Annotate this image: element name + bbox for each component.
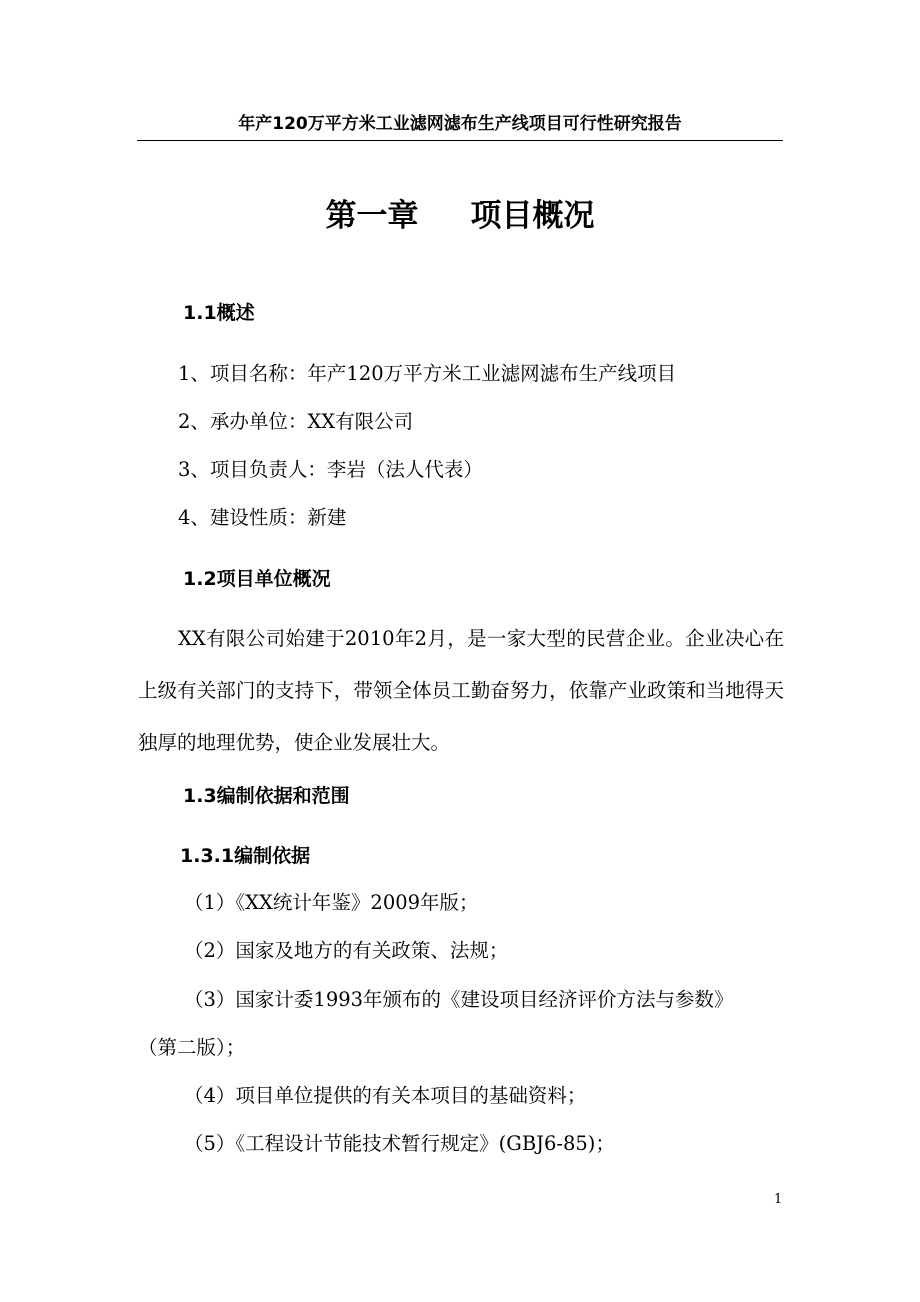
basis-item-1: （1）《XX统计年鉴》2009年版； [184, 891, 479, 914]
header-rule [137, 140, 783, 141]
section-heading-1-1: 1.1概述 [183, 302, 255, 324]
section-heading-1-2: 1.2项目单位概况 [183, 568, 331, 590]
chapter-name: 项目概况 [470, 198, 595, 234]
chapter-number: 第一章 [325, 198, 419, 234]
basis-item-5: （5）《工程设计节能技术暂行规定》(GBJ6-85)； [184, 1132, 615, 1155]
list-item-construction-nature: 4、建设性质：新建 [178, 506, 347, 529]
basis-item-4: （4）项目单位提供的有关本项目的基础资料； [184, 1084, 587, 1107]
basis-item-2: （2）国家及地方的有关政策、法规； [184, 939, 509, 962]
chapter-title [137, 194, 783, 238]
list-item-project-leader: 3、项目负责人：李岩（法人代表） [178, 458, 483, 481]
list-item-organizer: 2、承办单位：XX有限公司 [178, 410, 414, 433]
page-number: 1 [774, 1192, 783, 1207]
basis-item-3: （3）国家计委1993年颁布的《建设项目经济评价方法与参数》 [184, 988, 734, 1011]
section-heading-1-3-1: 1.3.1编制依据 [180, 845, 311, 867]
company-overview-paragraph: XX有限公司始建于2010年2月，是一家大型的民营企业。企业决心在上级有关部门的支持下，带领全体员工勤奋努力，依靠产业政策和当地得天独厚的地理优势，使企业发展壮大。 [138, 627, 784, 754]
running-header: 年产120万平方米工业滤网滤布生产线项目可行性研究报告 [238, 114, 682, 134]
basis-item-3-continued: （第二版）； [138, 1036, 246, 1059]
section-heading-1-3: 1.3编制依据和范围 [183, 785, 350, 807]
list-item-project-name: 1、项目名称：年产120万平方米工业滤网滤布生产线项目 [178, 362, 677, 385]
